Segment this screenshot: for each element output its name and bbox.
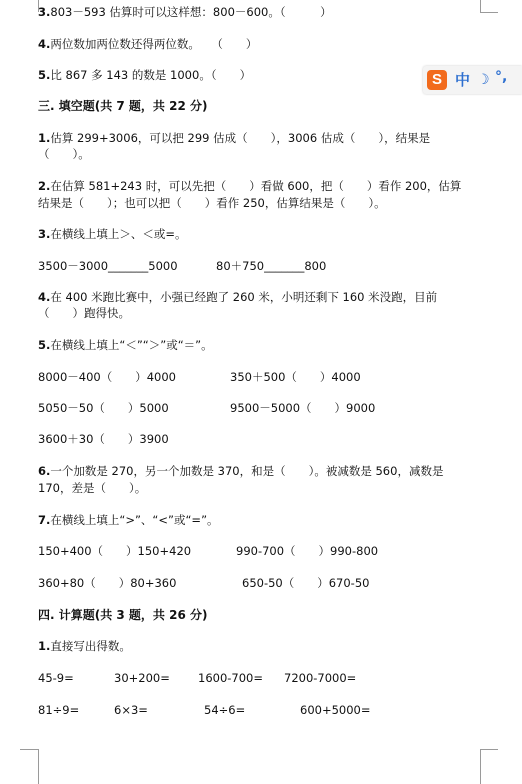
calc-item: 54÷6= bbox=[204, 703, 246, 717]
question-text: 直接写出得数。 bbox=[50, 639, 131, 653]
question-text: 在横线上填上“＜”“＞”或“＝”。 bbox=[50, 338, 213, 352]
question-number: 3. bbox=[38, 227, 51, 241]
question-number: 6. bbox=[38, 464, 51, 478]
calc-question-1 bbox=[38, 638, 131, 654]
calc-item: 30+200= bbox=[114, 671, 170, 685]
fill-question-2-line1 bbox=[38, 178, 461, 194]
fill-question-6-line1 bbox=[38, 463, 443, 479]
fill-question-1-line1 bbox=[38, 130, 430, 146]
fill-question-4-line2: （ ）跑得快。 bbox=[38, 306, 130, 320]
compare-item: 8000－400（ ）4000 bbox=[38, 370, 176, 384]
question-number: 1. bbox=[38, 131, 51, 145]
sogou-logo-icon[interactable]: S bbox=[427, 70, 447, 90]
calc-item: 81÷9= bbox=[38, 703, 80, 717]
judge-question-5 bbox=[38, 67, 251, 83]
calc-item: 45-9= bbox=[38, 671, 74, 685]
fill-question-1-line2: （ ）。 bbox=[38, 147, 90, 161]
compare-item: 350＋500（ ）4000 bbox=[230, 370, 361, 384]
question-number: 4. bbox=[38, 290, 51, 304]
ime-toolbar[interactable] bbox=[423, 66, 522, 94]
crop-mark-top-right-v bbox=[480, 0, 481, 12]
calc-item: 6×3= bbox=[114, 703, 148, 717]
question-number: 5. bbox=[38, 338, 51, 352]
question-text: 803－593 估算时可以这样想：800－600。（ ） bbox=[50, 5, 332, 19]
question-text: 在横线上填上＞、＜或=。 bbox=[50, 227, 187, 241]
compare-item: 360+80（ ）80+360 bbox=[38, 576, 177, 590]
compare-item: 80＋750_______800 bbox=[216, 259, 327, 273]
question-text: 在横线上填上“>”、“<”或“=”。 bbox=[50, 513, 219, 527]
fill-question-3 bbox=[38, 226, 187, 242]
fill-question-2-line2: 结果是（ ）；也可以把（ ）看作 250，估算结果是（ ）。 bbox=[38, 196, 386, 210]
question-text: 在估算 581+243 时，可以先把（ ）看做 600，把（ ）看作 200，估算 bbox=[50, 179, 462, 193]
calc-item: 7200-7000= bbox=[284, 671, 357, 685]
compare-item: 650-50（ ）670-50 bbox=[242, 576, 370, 590]
fill-question-7 bbox=[38, 512, 219, 528]
compare-item: 3500－3000_______5000 bbox=[38, 259, 178, 273]
question-text: 两位数加两位数还得两位数。 （ ） bbox=[50, 37, 258, 51]
question-text: 在 400 米跑比赛中，小强已经跑了 260 米，小明还剩下 160 米没跑，目前 bbox=[50, 290, 438, 304]
compare-item: 9500－5000（ ）9000 bbox=[230, 401, 376, 415]
crop-mark-bottom-right-h bbox=[480, 749, 498, 750]
calc-item: 600+5000= bbox=[300, 703, 371, 717]
crop-mark-bottom-left-h bbox=[20, 749, 38, 750]
section-title-calculation: 四. 计算题(共 3 题，共 26 分) bbox=[38, 608, 208, 622]
crop-mark-top-right-h bbox=[480, 12, 498, 13]
ime-language-toggle[interactable]: 中 bbox=[455, 71, 471, 89]
compare-item: 990-700（ ）990-800 bbox=[236, 544, 379, 558]
question-number: 4. bbox=[38, 37, 51, 51]
compare-item: 3600＋30（ ）3900 bbox=[38, 432, 169, 446]
judge-question-3 bbox=[38, 4, 332, 20]
section-title-fill-blank: 三. 填空题(共 7 题，共 22 分) bbox=[38, 99, 208, 113]
fill-question-6-line2: 170，差是（ ）。 bbox=[38, 481, 147, 495]
question-number: 3. bbox=[38, 5, 51, 19]
question-text: 估算 299+3006，可以把 299 估成（ ），3006 估成（ ），结果是 bbox=[50, 131, 431, 145]
question-text: 一个加数是 270，另一个加数是 370，和是（ ）。被减数是 560，减数是 bbox=[50, 464, 444, 478]
fill-question-4-line1 bbox=[38, 289, 437, 305]
question-number: 1. bbox=[38, 639, 51, 653]
question-text: 比 867 多 143 的数是 1000。（ ） bbox=[50, 68, 252, 82]
crop-mark-bottom-right-v bbox=[480, 749, 481, 784]
question-number: 2. bbox=[38, 179, 51, 193]
judge-question-4 bbox=[38, 36, 257, 52]
crop-mark-bottom-left-v bbox=[38, 749, 39, 784]
calc-item: 1600-700= bbox=[198, 671, 264, 685]
compare-item: 150+400（ ）150+420 bbox=[38, 544, 192, 558]
moon-icon[interactable]: ☽ bbox=[477, 72, 490, 88]
fill-question-5 bbox=[38, 337, 213, 353]
question-number: 7. bbox=[38, 513, 51, 527]
compare-item: 5050－50（ ）5000 bbox=[38, 401, 169, 415]
punctuation-toggle[interactable]: °, bbox=[495, 69, 508, 85]
question-number: 5. bbox=[38, 68, 51, 82]
